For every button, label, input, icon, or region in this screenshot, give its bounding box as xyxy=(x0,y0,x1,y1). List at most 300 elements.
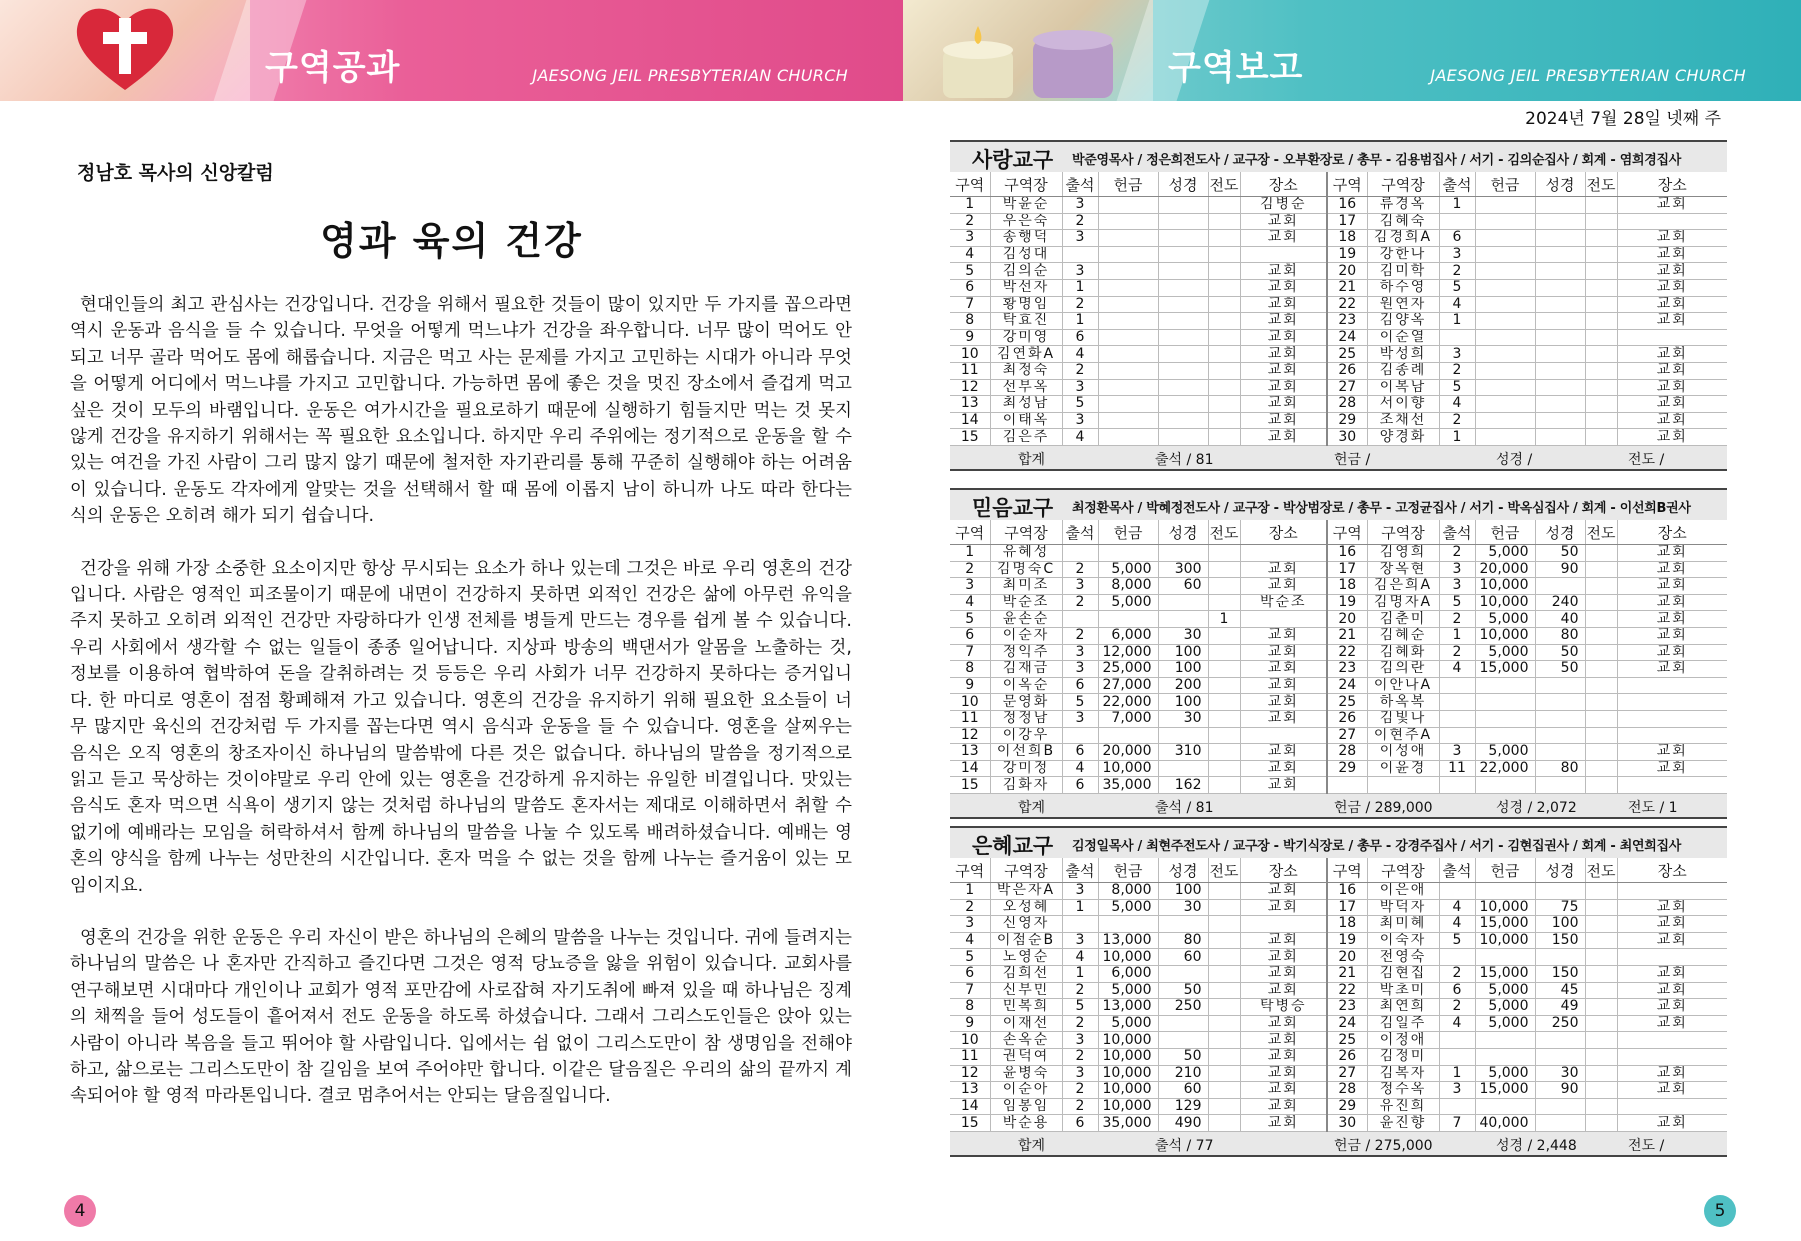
table-cell: 2 xyxy=(1062,1048,1098,1065)
table-cell: 임봉임 xyxy=(990,1098,1062,1115)
table-cell: 교회 xyxy=(1240,1032,1327,1049)
table-cell: 교회 xyxy=(1240,1115,1327,1132)
table-row xyxy=(950,329,1727,346)
table-cell: 강미정 xyxy=(990,760,1062,777)
table-cell: 이순열 xyxy=(1367,329,1439,346)
table-cell xyxy=(1585,379,1617,396)
totals-offering: 헌금 / 275,000 xyxy=(1334,1137,1433,1154)
table-cell: 교회 xyxy=(1617,230,1727,247)
table-cell xyxy=(1585,949,1617,966)
table-cell: 교회 xyxy=(1240,412,1327,429)
table-cell: 129 xyxy=(1158,1098,1208,1115)
table-row xyxy=(950,594,1727,611)
table-row xyxy=(950,949,1727,966)
table-cell xyxy=(1535,1115,1585,1132)
column-header: 성경 xyxy=(1535,858,1585,883)
table-cell: 이은애 xyxy=(1367,883,1439,900)
table-cell xyxy=(1475,296,1535,313)
table-cell: 25 xyxy=(1327,346,1367,363)
table-cell xyxy=(1208,561,1240,578)
table-cell xyxy=(1098,362,1158,379)
table-cell xyxy=(1585,883,1617,900)
table-cell xyxy=(1585,263,1617,280)
table-cell xyxy=(1158,379,1208,396)
table-cell: 4 xyxy=(1062,429,1098,446)
table-cell: 20 xyxy=(1327,611,1367,628)
table-cell xyxy=(1617,777,1727,794)
table-cell: 6 xyxy=(1062,677,1098,694)
totals-attendance: 출석 / 81 xyxy=(1155,799,1214,816)
table-cell: 교회 xyxy=(1240,379,1327,396)
table-cell: 17 xyxy=(1327,899,1367,916)
table-cell xyxy=(1439,710,1475,727)
column-header: 구역 xyxy=(950,172,990,197)
table-cell: 유혜성 xyxy=(990,545,1062,562)
table-cell xyxy=(1158,1032,1208,1049)
table-cell: 5,000 xyxy=(1475,999,1535,1016)
table-cell: 김양옥 xyxy=(1367,313,1439,330)
table-cell: 10 xyxy=(950,694,990,711)
column-header: 출석 xyxy=(1439,858,1475,883)
table-cell: 11 xyxy=(1439,760,1475,777)
table-cell xyxy=(1240,916,1327,933)
table-cell xyxy=(1585,1098,1617,1115)
table-cell xyxy=(1098,396,1158,413)
table-cell: 박순조 xyxy=(990,594,1062,611)
table-cell: 교회 xyxy=(1240,1065,1327,1082)
table-cell xyxy=(1208,213,1240,230)
table-row xyxy=(950,246,1727,263)
table-cell: 5,000 xyxy=(1098,594,1158,611)
table-cell: 교회 xyxy=(1240,1048,1327,1065)
table-cell: 2 xyxy=(1062,561,1098,578)
table-cell: 3 xyxy=(1062,412,1098,429)
table-cell: 박초미 xyxy=(1367,982,1439,999)
table-cell: 24 xyxy=(1327,677,1367,694)
table-cell xyxy=(1098,429,1158,446)
table-cell: 1 xyxy=(1062,899,1098,916)
table-cell xyxy=(1475,197,1535,214)
table-cell xyxy=(1098,412,1158,429)
totals-bible: 성경 / 2,072 xyxy=(1496,799,1577,816)
table-cell: 10,000 xyxy=(1098,949,1158,966)
table-row xyxy=(950,932,1727,949)
table-cell: 25 xyxy=(1327,1032,1367,1049)
table-cell: 교회 xyxy=(1617,916,1727,933)
table-cell: 4 xyxy=(1439,396,1475,413)
table-cell: 17 xyxy=(1327,213,1367,230)
table-cell: 교회 xyxy=(1240,362,1327,379)
table-cell xyxy=(1535,362,1585,379)
table-cell xyxy=(1585,279,1617,296)
table-cell: 210 xyxy=(1158,1065,1208,1082)
table-cell: 교회 xyxy=(1240,1098,1327,1115)
table-cell: 정정남 xyxy=(990,710,1062,727)
left-banner xyxy=(0,0,903,101)
table-cell xyxy=(1158,313,1208,330)
table-cell xyxy=(1585,346,1617,363)
banner-title: 구역공과 xyxy=(265,48,401,88)
table-cell: 8 xyxy=(950,313,990,330)
table-cell: 5,000 xyxy=(1475,982,1535,999)
table-cell: 4 xyxy=(950,932,990,949)
table-cell: 교회 xyxy=(1617,296,1727,313)
table-cell: 2 xyxy=(1062,982,1098,999)
table-cell: 14 xyxy=(950,760,990,777)
table-cell: 박순용 xyxy=(990,1115,1062,1132)
table-cell xyxy=(1098,916,1158,933)
table-cell: 49 xyxy=(1535,999,1585,1016)
table-cell: 5,000 xyxy=(1098,561,1158,578)
table-cell: 90 xyxy=(1535,1082,1585,1099)
table-cell: 15,000 xyxy=(1475,965,1535,982)
table-cell: 310 xyxy=(1158,744,1208,761)
table-row xyxy=(950,611,1727,628)
table-cell xyxy=(1208,982,1240,999)
table-cell: 25,000 xyxy=(1098,661,1158,678)
table-cell xyxy=(1585,578,1617,595)
table-cell: 교회 xyxy=(1617,379,1727,396)
table-cell: 50 xyxy=(1535,545,1585,562)
table-cell: 교회 xyxy=(1240,982,1327,999)
table-cell: 30 xyxy=(1535,1065,1585,1082)
column-header: 헌금 xyxy=(1475,520,1535,545)
table-cell: 7 xyxy=(950,982,990,999)
table-cell xyxy=(1208,965,1240,982)
table-cell: 5 xyxy=(1062,694,1098,711)
table-cell: 교회 xyxy=(1240,677,1327,694)
table-cell xyxy=(1439,677,1475,694)
table-row xyxy=(950,545,1727,562)
table-cell: 이정애 xyxy=(1367,1032,1439,1049)
table-cell: 50 xyxy=(1535,661,1585,678)
table-cell: 8,000 xyxy=(1098,578,1158,595)
table-cell: 21 xyxy=(1327,965,1367,982)
table-cell: 1 xyxy=(1062,965,1098,982)
table-cell: 17 xyxy=(1327,561,1367,578)
table-cell xyxy=(1475,313,1535,330)
table-cell: 16 xyxy=(1327,197,1367,214)
table-cell xyxy=(1158,230,1208,247)
table-cell: 100 xyxy=(1158,883,1208,900)
table-cell: 교회 xyxy=(1240,578,1327,595)
table-cell: 김현집 xyxy=(1367,965,1439,982)
table-cell xyxy=(1475,396,1535,413)
table-cell xyxy=(1208,1015,1240,1032)
table-cell: 4 xyxy=(1062,760,1098,777)
table-row xyxy=(950,777,1727,794)
table-cell: 1 xyxy=(950,545,990,562)
table-cell xyxy=(1535,1098,1585,1115)
column-header: 전도 xyxy=(1585,520,1617,545)
table-cell: 6 xyxy=(950,627,990,644)
table-cell: 교회 xyxy=(1617,578,1727,595)
table-cell: 5 xyxy=(1062,396,1098,413)
column-header: 전도 xyxy=(1208,858,1240,883)
table-cell xyxy=(1208,362,1240,379)
table-cell: 최연희 xyxy=(1367,999,1439,1016)
table-cell xyxy=(1585,561,1617,578)
table-cell xyxy=(1439,329,1475,346)
table-cell xyxy=(1475,1098,1535,1115)
table-cell xyxy=(1535,246,1585,263)
table-cell: 10 xyxy=(950,346,990,363)
column-title: 영과 육의 건강 xyxy=(320,219,583,263)
table-cell: 김영희 xyxy=(1367,545,1439,562)
banner-subtitle: JAESONG JEIL PRESBYTERIAN CHURCH xyxy=(532,66,848,85)
table-cell: 2 xyxy=(1439,999,1475,1016)
totals-evangelism: 전도 / xyxy=(1628,451,1665,468)
table-cell: 2 xyxy=(1439,644,1475,661)
cross-heart-icon xyxy=(70,0,180,96)
banner-title: 구역보고 xyxy=(1168,48,1304,88)
table-cell: 교회 xyxy=(1240,694,1327,711)
table-cell xyxy=(1367,777,1439,794)
table-cell: 7 xyxy=(1439,1115,1475,1132)
table-cell: 2 xyxy=(1439,545,1475,562)
table-cell: 교회 xyxy=(1240,279,1327,296)
table-cell: 강한나 xyxy=(1367,246,1439,263)
table-cell: 교회 xyxy=(1240,429,1327,446)
table-cell: 6 xyxy=(1062,329,1098,346)
table-cell: 교회 xyxy=(1617,932,1727,949)
table-cell xyxy=(1098,346,1158,363)
table-cell xyxy=(1208,429,1240,446)
table-cell xyxy=(1098,313,1158,330)
table-cell xyxy=(1585,627,1617,644)
table-cell: 노영순 xyxy=(990,949,1062,966)
table-cell: 5 xyxy=(1439,279,1475,296)
district-staff: 박준영목사 / 정은희전도사 / 교구장 - 오부환장로 / 총무 - 김용범집사 / 서기 - 김의순집사 / 회계 - 염희경집사 xyxy=(1072,153,1682,168)
table-cell: 3 xyxy=(1062,197,1098,214)
column-header: 장소 xyxy=(1617,858,1727,883)
table-cell: 16 xyxy=(1327,883,1367,900)
table-cell xyxy=(1585,545,1617,562)
table-cell: 1 xyxy=(1062,279,1098,296)
table-cell: 이옥순 xyxy=(990,677,1062,694)
table-cell: 2 xyxy=(1062,1098,1098,1115)
table-cell: 12 xyxy=(950,1065,990,1082)
table-cell xyxy=(1208,727,1240,744)
table-cell xyxy=(1535,329,1585,346)
table-cell: 유진희 xyxy=(1367,1098,1439,1115)
table-cell: 2 xyxy=(1439,263,1475,280)
table-cell: 100 xyxy=(1158,644,1208,661)
table-row xyxy=(950,1065,1727,1082)
table-cell xyxy=(1475,949,1535,966)
table-cell: 교회 xyxy=(1617,760,1727,777)
table-cell: 최미조 xyxy=(990,578,1062,595)
table-cell: 이현주A xyxy=(1367,727,1439,744)
table-row xyxy=(950,396,1727,413)
column-header: 구역장 xyxy=(1367,858,1439,883)
table-cell xyxy=(1439,727,1475,744)
table-cell: 60 xyxy=(1158,1082,1208,1099)
table-cell: 150 xyxy=(1535,965,1585,982)
table-row xyxy=(950,561,1727,578)
table-cell: 김의란 xyxy=(1367,661,1439,678)
table-cell xyxy=(1475,1032,1535,1049)
table-cell: 우은숙 xyxy=(990,213,1062,230)
table-cell: 3 xyxy=(950,578,990,595)
table-cell: 교회 xyxy=(1617,412,1727,429)
table-cell xyxy=(1439,1098,1475,1115)
table-cell: 김정미 xyxy=(1367,1048,1439,1065)
table-row xyxy=(950,279,1727,296)
section-header xyxy=(950,826,1727,858)
table-cell xyxy=(1158,611,1208,628)
totals-label: 합계 xyxy=(1018,451,1046,468)
table-cell xyxy=(1585,1015,1617,1032)
table-cell: 교회 xyxy=(1617,611,1727,628)
article-paragraph: 건강을 위해 가장 소중한 요소이지만 항상 무시되는 요소가 하나 있는데 그것은 바로 우리 영혼의 건강입니다. 사람은 영적인 피조물이기 때문에 내면이 건강하지 못하면 외적인 건강은 삶에 아무런 유익을 주지 못하고 오히려 외적인 건강만 자랑하다가 인생 전체를 병들게 만드는 경우를 쉽게 볼 수 있습니다. 우리 사회에서 생각할 수 없는 일들이 종종 일어납니다. 지상파 방송의 백댄서가 알몸을 노출하는 것, 정보를 이용하여 협박하여 돈을 갈취하려는 것 등등은 우리 사회가 너무 건강하지 못하다는 증거입니다. 한 마디로 영혼이 점점 황폐해져 가고 있습니다. 영혼의 건강을 유지하기 위해 필요한 요소들이 너무 많지만 육신의 건강처럼 두 가지를 꼽는다면 역시 음식과 운동을 들 수 있습니다. 영혼을 살찌우는 음식은 오직 영혼의 창조자이신 하나님의 말씀밖에 다른 것은 없습니다. 하나님의 말씀을 정기적으로 읽고 듣고 묵상하는 것이야말로 우리 안에 있는 영혼을 건강하게 유지하는 유일한 비결입니다. 맛있는 음식도 혼자 먹으면 식욕이 생기지 않는 것처럼 하나님의 말씀도 혼자서는 제대로 이해하면서 취할 수 없기에 예배라는 모임을 허락하셔서 함께 하나님의 말씀을 나눌 수 있도록 배려하셨습니다. 예배는 영혼의 양식을 함께 나누는 성만찬의 시간입니다. 혼자 먹을 수 없는 것을 함께 나누는 즐거움이 있는 모임이지요. xyxy=(70,558,852,896)
table-cell xyxy=(1158,429,1208,446)
table-cell: 김혜숙 xyxy=(1367,213,1439,230)
table-cell xyxy=(1098,213,1158,230)
totals-bible: 성경 / 2,448 xyxy=(1496,1137,1577,1154)
table-cell: 교회 xyxy=(1240,263,1327,280)
table-cell: 75 xyxy=(1535,899,1585,916)
table-cell: 김빛나 xyxy=(1367,710,1439,727)
table-cell: 28 xyxy=(1327,396,1367,413)
table-cell: 2 xyxy=(1439,412,1475,429)
table-cell xyxy=(1585,710,1617,727)
table-cell: 1 xyxy=(1439,197,1475,214)
table-cell: 18 xyxy=(1327,916,1367,933)
table-cell: 22,000 xyxy=(1098,694,1158,711)
column-header: 장소 xyxy=(1240,520,1327,545)
table-cell: 강미영 xyxy=(990,329,1062,346)
table-header-row xyxy=(950,520,1727,545)
table-row xyxy=(950,661,1727,678)
table-cell: 1 xyxy=(1208,611,1240,628)
right-banner xyxy=(903,0,1801,101)
table-cell xyxy=(1475,329,1535,346)
table-cell: 2 xyxy=(1439,362,1475,379)
table-cell: 20,000 xyxy=(1475,561,1535,578)
table-cell: 2 xyxy=(1062,213,1098,230)
table-cell xyxy=(1617,949,1727,966)
table-header-row xyxy=(950,172,1727,197)
table-cell: 교회 xyxy=(1240,396,1327,413)
table-cell: 45 xyxy=(1535,982,1585,999)
table-cell: 490 xyxy=(1158,1115,1208,1132)
table-cell: 24 xyxy=(1327,329,1367,346)
table-cell: 1 xyxy=(950,883,990,900)
table-cell xyxy=(1535,677,1585,694)
table-cell: 교회 xyxy=(1617,999,1727,1016)
table-cell: 26 xyxy=(1327,362,1367,379)
table-cell xyxy=(1475,213,1535,230)
table-cell xyxy=(1475,677,1535,694)
table-cell: 1 xyxy=(1062,313,1098,330)
table-cell xyxy=(1535,279,1585,296)
table-cell xyxy=(1585,644,1617,661)
table-cell xyxy=(1535,429,1585,446)
table-cell: 김재금 xyxy=(990,661,1062,678)
table-cell xyxy=(1617,727,1727,744)
table-cell xyxy=(1208,677,1240,694)
table-cell: 30 xyxy=(1158,899,1208,916)
table-cell: 이안나A xyxy=(1367,677,1439,694)
table-cell: 김춘미 xyxy=(1367,611,1439,628)
table-cell xyxy=(1585,777,1617,794)
table-cell: 50 xyxy=(1158,982,1208,999)
table-cell: 윤손순 xyxy=(990,611,1062,628)
table-row xyxy=(950,213,1727,230)
table-row xyxy=(950,578,1727,595)
table-cell xyxy=(1208,916,1240,933)
table-cell xyxy=(1475,279,1535,296)
table-cell: 50 xyxy=(1158,1048,1208,1065)
table-cell xyxy=(1585,1115,1617,1132)
table-cell: 15,000 xyxy=(1475,1082,1535,1099)
table-cell xyxy=(1439,1048,1475,1065)
table-cell: 5,000 xyxy=(1475,545,1535,562)
table-cell: 100 xyxy=(1158,661,1208,678)
table-cell: 18 xyxy=(1327,230,1367,247)
table-cell: 서이향 xyxy=(1367,396,1439,413)
table-cell: 교회 xyxy=(1617,627,1727,644)
table-cell: 김화자 xyxy=(990,777,1062,794)
table-cell xyxy=(1208,661,1240,678)
table-cell: 손옥순 xyxy=(990,1032,1062,1049)
table-cell: 김복자 xyxy=(1367,1065,1439,1082)
table-cell: 27,000 xyxy=(1098,677,1158,694)
table-cell: 5 xyxy=(1439,932,1475,949)
column-header: 성경 xyxy=(1158,858,1208,883)
column-header: 구역장 xyxy=(990,520,1062,545)
table-cell: 6 xyxy=(1062,777,1098,794)
table-cell: 29 xyxy=(1327,1098,1367,1115)
table-cell: 10,000 xyxy=(1098,760,1158,777)
table-cell: 5 xyxy=(1439,594,1475,611)
table-cell: 4 xyxy=(1062,346,1098,363)
table-cell: 교회 xyxy=(1240,644,1327,661)
table-cell: 18 xyxy=(1327,578,1367,595)
table-cell: 2 xyxy=(1062,627,1098,644)
table-cell: 교회 xyxy=(1240,949,1327,966)
table-cell: 3 xyxy=(1062,710,1098,727)
table-cell: 13,000 xyxy=(1098,999,1158,1016)
column-header: 전도 xyxy=(1208,520,1240,545)
table-cell: 13 xyxy=(950,1082,990,1099)
table-cell: 80 xyxy=(1535,760,1585,777)
table-cell: 3 xyxy=(1062,1032,1098,1049)
table-cell: 10,000 xyxy=(1475,899,1535,916)
table-cell: 60 xyxy=(1158,949,1208,966)
table-cell: 9 xyxy=(950,1015,990,1032)
district-section xyxy=(950,140,1727,471)
table-cell xyxy=(1208,644,1240,661)
table-cell: 3 xyxy=(1062,644,1098,661)
table-row xyxy=(950,197,1727,214)
table-cell xyxy=(1158,362,1208,379)
table-cell xyxy=(1158,545,1208,562)
table-cell xyxy=(1585,982,1617,999)
table-cell: 11 xyxy=(950,710,990,727)
table-cell: 최정숙 xyxy=(990,362,1062,379)
table-row xyxy=(950,1032,1727,1049)
table-cell xyxy=(1439,1032,1475,1049)
table-cell: 162 xyxy=(1158,777,1208,794)
table-cell: 교회 xyxy=(1617,982,1727,999)
table-cell: 300 xyxy=(1158,561,1208,578)
table-cell: 30 xyxy=(1327,1115,1367,1132)
table-cell xyxy=(1098,329,1158,346)
totals-offering: 헌금 / 289,000 xyxy=(1334,799,1433,816)
column-header: 장소 xyxy=(1617,172,1727,197)
